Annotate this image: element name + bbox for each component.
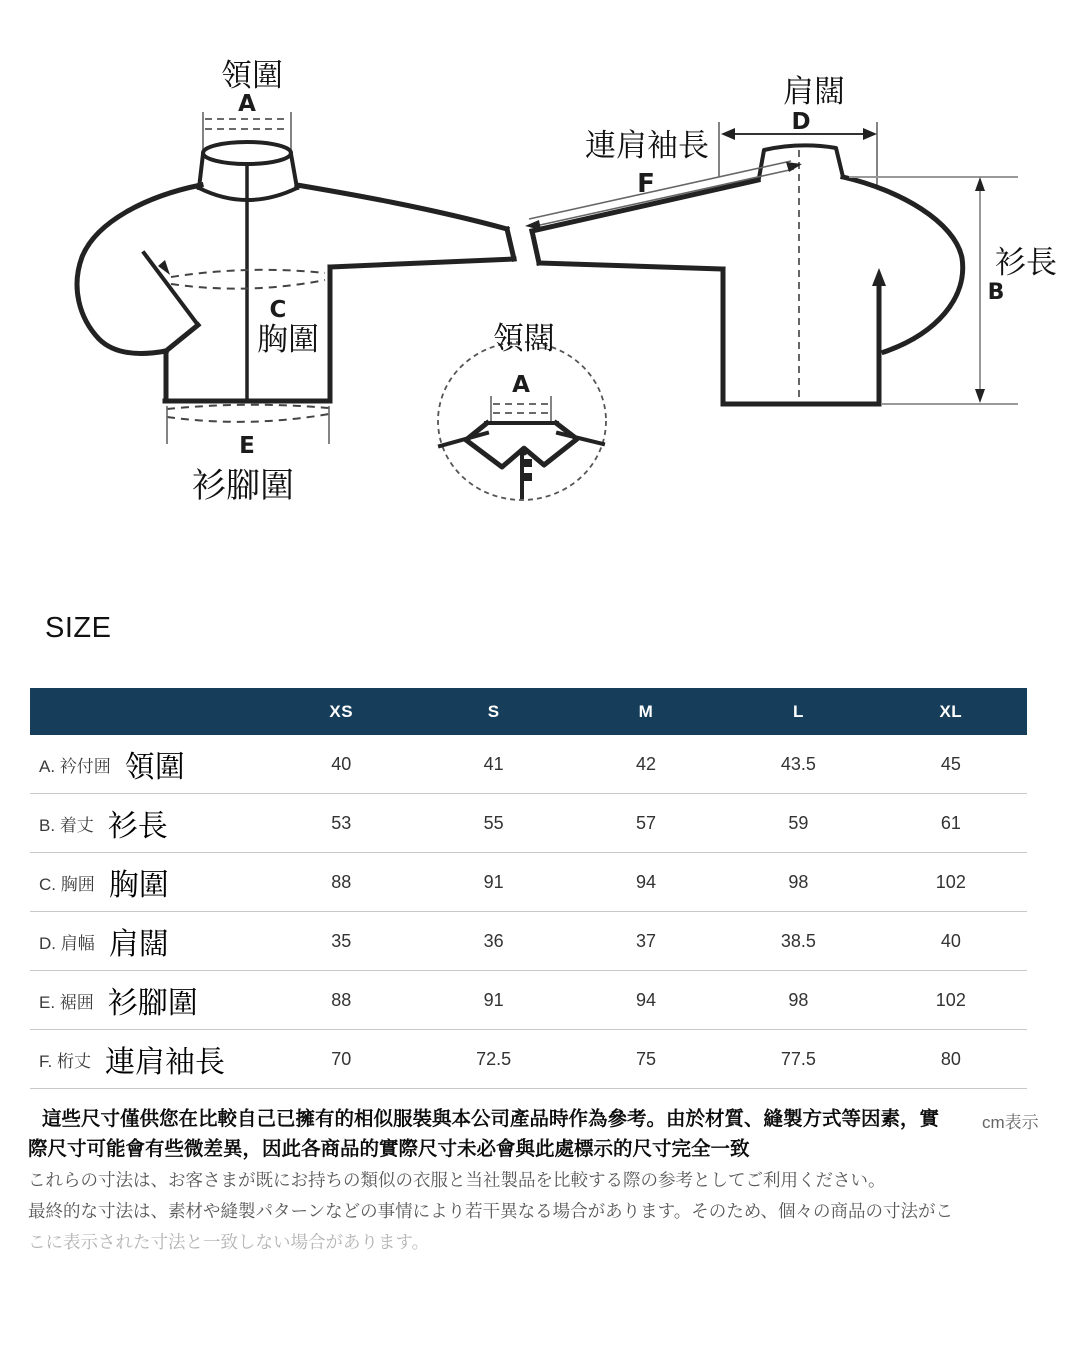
hem-dashed-line <box>167 414 329 422</box>
cell-value: 77.5 <box>780 1048 816 1069</box>
left-arm-outline <box>77 185 201 353</box>
collar-girth-label: 領圍 <box>221 58 283 94</box>
cell-value: 36 <box>483 930 504 951</box>
body-length-label: 衫長 <box>995 245 1057 281</box>
jp-disclaimer-line1: これらの寸法は、お客さまが既にお持ちの類似の衣服と当社製品を比較する際の参考としてご利用ください。 <box>28 1170 886 1190</box>
column-header-l: L <box>792 701 804 721</box>
cell-value: 102 <box>935 989 966 1010</box>
letter-a-label: A <box>238 91 256 117</box>
back-jacket-diagram <box>525 74 1057 404</box>
placket-button <box>524 473 532 481</box>
shoulder-seam-left <box>440 433 487 446</box>
size-section-title: SIZE <box>45 612 112 644</box>
placket-button <box>524 459 532 467</box>
table-row-hem <box>30 971 1027 1030</box>
row-label-zh: 胸圍 <box>108 868 169 903</box>
row-code-jp: D. 肩幅 <box>39 933 95 953</box>
row-label <box>30 860 265 904</box>
raglan-dimension-line <box>529 161 791 219</box>
cell-value: 43.5 <box>780 753 816 774</box>
raglan-dimension-line <box>531 169 794 227</box>
row-label-zh: 衫腳圍 <box>107 986 198 1021</box>
row-label <box>30 1037 265 1081</box>
cell-value: 94 <box>636 871 657 892</box>
zh-disclaimer-line1: 這些尺寸僅供您在比較自己已擁有的相似服裝與本公司產品時作為參考。由於材質、縫製方式等因素，實 <box>42 1108 940 1130</box>
right-underarm <box>330 259 514 267</box>
row-label-zh: 衫長 <box>107 809 168 844</box>
cell-value: 57 <box>636 812 657 833</box>
column-header-m: M <box>638 701 654 721</box>
row-label <box>30 919 265 963</box>
cell-value: 88 <box>331 871 352 892</box>
left-cuff <box>166 325 198 351</box>
jp-disclaimer-line3-clipped: こに表示された寸法と一致しない場合があります。 <box>28 1232 430 1252</box>
shoulder-seam-right <box>558 433 603 444</box>
table-row-chest <box>30 853 1027 912</box>
sleeve-arrowhead <box>872 268 886 286</box>
cell-value: 42 <box>636 753 657 774</box>
collar-width-label: 領闊 <box>493 321 555 357</box>
chest-label: 胸圍 <box>257 322 319 358</box>
size-table <box>30 688 1027 1089</box>
cell-value: 45 <box>940 753 961 774</box>
row-label <box>30 978 265 1022</box>
row-label <box>30 742 265 786</box>
cell-value: 70 <box>331 1048 352 1069</box>
dimension-arrowhead <box>975 177 985 191</box>
jp-disclaimer-line2: 最終的な寸法は、素材や縫製パターンなどの事情により若干異なる場合があります。そのため、個々の商品の寸法がこ <box>28 1201 954 1221</box>
cell-value: 91 <box>483 989 504 1010</box>
cell-value: 72.5 <box>476 1048 512 1069</box>
left-cuff <box>532 231 539 263</box>
cell-value: 38.5 <box>780 930 816 951</box>
cell-value: 61 <box>940 812 961 833</box>
collar-wing-left <box>466 423 523 467</box>
cell-value: 55 <box>483 812 504 833</box>
cell-value: 35 <box>331 930 352 951</box>
letter-a-label: A <box>512 372 530 398</box>
letter-d-label: D <box>791 109 811 135</box>
right-cuff <box>507 229 514 259</box>
unit-note: cm表示 <box>982 1113 1039 1132</box>
footer-notes <box>28 1104 1042 1252</box>
column-header-xl: XL <box>939 701 963 721</box>
front-jacket-diagram <box>77 58 514 506</box>
table-row-shoulder <box>30 912 1027 971</box>
letter-c-label: C <box>269 297 287 323</box>
cell-value: 53 <box>331 812 352 833</box>
folded-sleeve-outline <box>843 177 963 352</box>
size-table-header <box>30 688 1027 735</box>
dimension-arrowhead <box>975 389 985 403</box>
letter-e-label: E <box>239 433 255 459</box>
cell-value: 40 <box>940 930 961 951</box>
dimension-arrowhead <box>721 128 735 140</box>
letter-f-label: F <box>637 169 655 199</box>
measurement-diagram <box>0 0 1080 560</box>
collar-wing-right <box>525 423 577 465</box>
row-code-jp: A. 衿付囲 <box>39 756 111 776</box>
cell-value: 91 <box>483 871 504 892</box>
column-header-s: S <box>487 701 500 721</box>
row-label-zh: 肩闊 <box>108 927 169 962</box>
row-label-zh: 領圍 <box>124 750 185 785</box>
cell-value: 75 <box>636 1048 657 1069</box>
row-code-jp: C. 胸囲 <box>39 874 95 894</box>
collar-opening <box>203 142 291 164</box>
row-label <box>30 801 265 845</box>
hem-dashed-line <box>167 405 329 409</box>
column-header-xs: XS <box>329 701 354 721</box>
row-label-zh: 連肩袖長 <box>104 1045 225 1080</box>
cell-value: 98 <box>788 871 809 892</box>
letter-b-label: B <box>987 280 1005 305</box>
dimension-arrowhead <box>863 128 877 140</box>
right-shoulder-line <box>297 185 507 229</box>
cell-value: 94 <box>636 989 657 1010</box>
collar-detail-diagram <box>438 321 606 500</box>
table-row-collar <box>30 735 1027 794</box>
zh-disclaimer-line2: 際尺寸可能會有些微差異，因此各商品的實際尺寸未必會與此處標示的尺寸完全一致 <box>28 1138 750 1160</box>
cell-value: 40 <box>331 753 352 774</box>
cell-value: 41 <box>483 753 504 774</box>
shoulder-width-label: 肩闊 <box>783 74 845 110</box>
row-code-jp: E. 裾囲 <box>39 992 94 1012</box>
cell-value: 88 <box>331 989 352 1010</box>
back-collar <box>759 145 843 178</box>
cell-value: 98 <box>788 989 809 1010</box>
row-code-jp: F. 桁丈 <box>39 1051 91 1071</box>
cell-value: 59 <box>788 812 809 833</box>
cell-value: 37 <box>636 930 657 951</box>
table-row-sleeve <box>30 1030 1027 1089</box>
left-underarm <box>539 263 723 269</box>
raglan-sleeve-label: 連肩袖長 <box>585 128 709 164</box>
cell-value: 80 <box>940 1048 961 1069</box>
left-sleeve-seam <box>144 253 198 325</box>
cell-value: 102 <box>935 871 966 892</box>
table-row-body-length <box>30 794 1027 853</box>
hem-girth-label: 衫腳圍 <box>192 466 294 506</box>
row-code-jp: B. 着丈 <box>39 815 94 835</box>
